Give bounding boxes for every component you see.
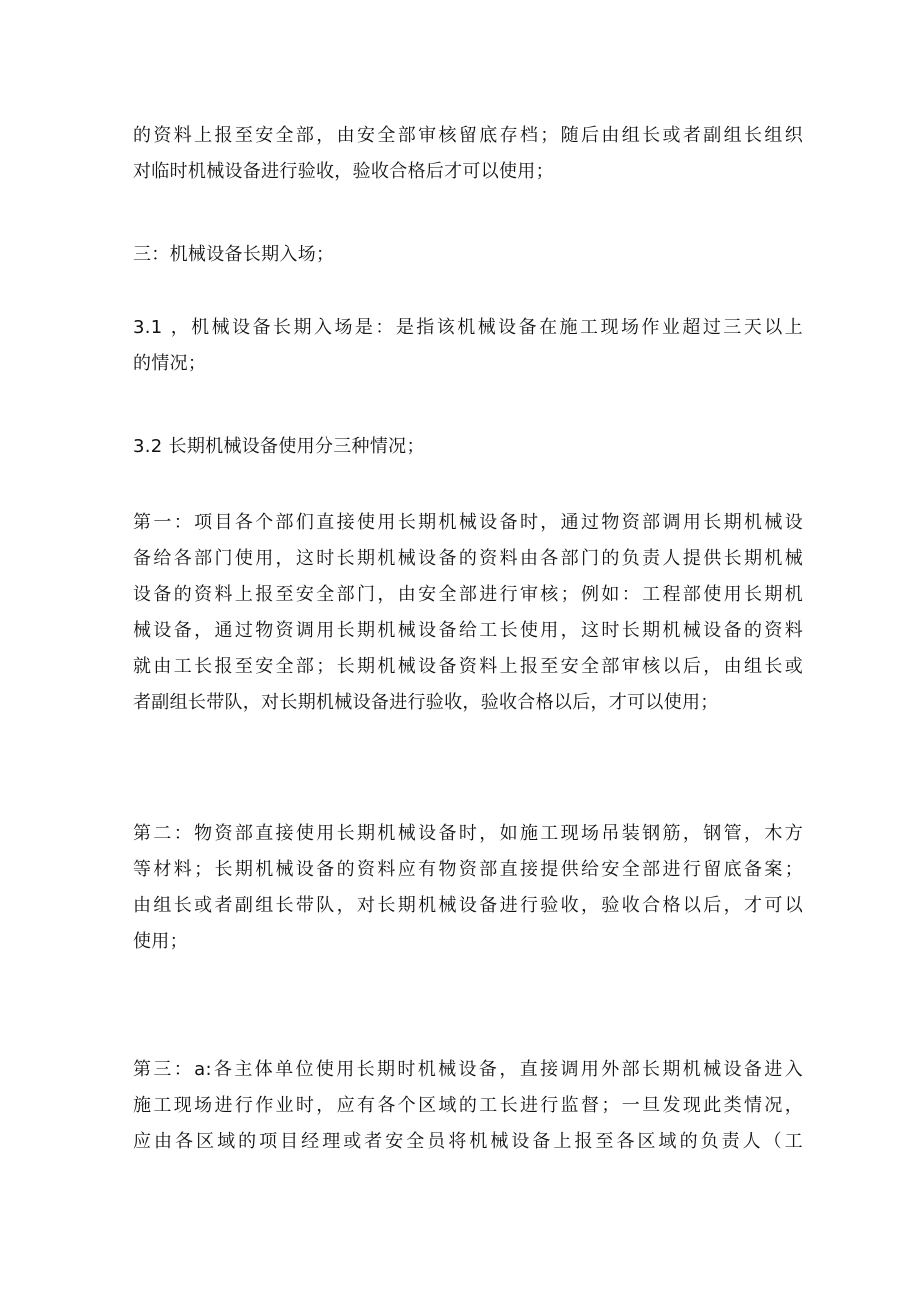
paragraph-first	[133, 505, 803, 721]
text-line: 3.2 长期机械设备使用分三种情况；	[133, 436, 425, 457]
text-line: 备给各部门使用，这时长期机械设备的资料由各部门的负责人提供长期机械	[133, 548, 803, 569]
paragraph-3-2	[133, 429, 803, 465]
text-line: 第二：物资部直接使用长期机械设备时，如施工现场吊装钢筋，钢管，木方	[133, 823, 803, 844]
text-line: 应由各区域的项目经理或者安全员将机械设备上报至各区域的负责人（工	[133, 1131, 803, 1152]
text-line: 就由工长报至安全部；长期机械设备资料上报至安全部审核以后，由组长或	[133, 656, 803, 677]
section-heading	[133, 237, 803, 273]
text-line: 第三：a:各主体单位使用长期时机械设备，直接调用外部长期机械设备进入	[133, 1059, 803, 1080]
text-line: 者副组长带队，对长期机械设备进行验收，验收合格以后，才可以使用；	[133, 692, 719, 713]
text-line: 对临时机械设备进行验收，验收合格后才可以使用；	[133, 161, 554, 182]
text-line: 的资料上报至安全部，由安全部审核留底存档；随后由组长或者副组长组织	[133, 125, 803, 146]
text-line: 由组长或者副组长带队，对长期机械设备进行验收，验收合格以后，才可以	[133, 895, 803, 916]
paragraph-second	[133, 816, 803, 960]
text-line: 等材料；长期机械设备的资料应有物资部直接提供给安全部进行留底备案；	[133, 859, 803, 880]
paragraph-third	[133, 1052, 803, 1160]
text-line: 的情况；	[133, 353, 207, 374]
paragraph-3-1	[133, 310, 803, 382]
text-line: 三：机械设备长期入场；	[133, 244, 335, 265]
text-line: 3.1 ，机械设备长期入场是：是指该机械设备在施工现场作业超过三天以上	[133, 317, 803, 338]
text-line: 设备的资料上报至安全部门，由安全部进行审核；例如：工程部使用长期机	[133, 584, 803, 605]
text-line: 械设备，通过物资调用长期机械设备给工长使用，这时长期机械设备的资料	[133, 620, 803, 641]
text-line: 第一：项目各个部们直接使用长期机械设备时，通过物资部调用长期机械设	[133, 512, 803, 533]
text-line: 施工现场进行作业时，应有各个区域的工长进行监督；一旦发现此类情况，	[133, 1095, 803, 1116]
text-line: 使用；	[133, 931, 188, 952]
paragraph-1	[133, 118, 803, 190]
